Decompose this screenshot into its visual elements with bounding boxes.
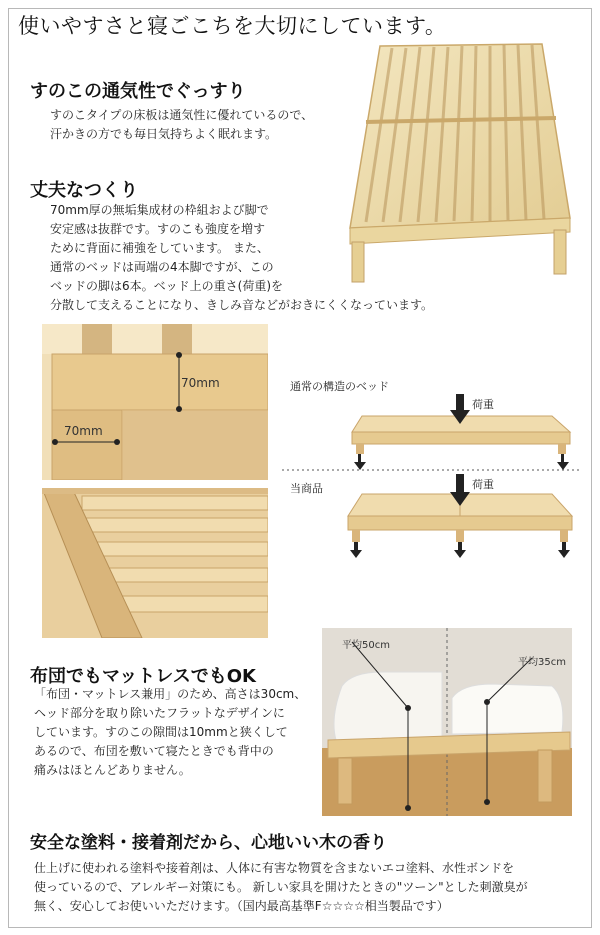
width-70mm-label: 70mm: [64, 424, 103, 438]
avg-50cm-label: 平均50cm: [342, 640, 390, 651]
load-label-normal: 荷重: [472, 398, 494, 411]
corner-detail-photo: [42, 324, 268, 480]
heading-sturdy: 丈夫なつくり: [30, 180, 138, 201]
bed-frame-photo: [342, 38, 580, 288]
text-sturdy: 70mm厚の無垢集成材の枠組および脚で 安定感は抜群です。すのこも強度を増す ために背面に補強をしています。 また、 通常のベッドは両端の4本脚ですが、この ベッドの脚は6本。ベッド上の重さ(荷重)を 分散して支えることになり、きしみ音などがおきにくくなっています。: [50, 203, 434, 312]
text-futon-mattress: 「布団・マットレス兼用」のため、高さは30cm、 ヘッド部分を取り除いたフラットなデザインに しています。すのこの隙間は10mmと狭くして あるので、布団を敷いて寝たときでも背中の 痛みはほとんどありません。: [34, 687, 307, 777]
normal-bed-label: 通常の構造のベッド: [290, 380, 389, 393]
load-structure-diagram: [282, 366, 580, 576]
page-title: 使いやすさと寝ごこちを大切にしています。: [18, 14, 447, 38]
heading-futon-mattress: 布団でもマットレスでもOK: [30, 666, 256, 687]
slats-underside-photo: [42, 488, 268, 638]
text-safe-paint: 仕上げに使われる塗料や接着剤は、人体に有害な物質を含まないエコ塗料、水性ボンドを 使っているので、アレルギー対策にも。 新しい家具を開けたときの"ツーン"とした刺激臭が 無く、安心してお使いいただけます。（国内最高基準F☆☆☆☆相当製品です）: [34, 861, 528, 913]
height-70mm-label: 70mm: [181, 376, 220, 390]
load-label-ours: 荷重: [472, 478, 494, 491]
avg-35cm-label: 平均35cm: [518, 657, 566, 668]
heading-ventilation: すのこの通気性でぐっすり: [30, 81, 246, 102]
our-product-label: 当商品: [290, 482, 323, 495]
heading-safe-paint: 安全な塗料・接着剤だから、心地いい木の香り: [30, 833, 387, 853]
text-ventilation: すのこタイプの床板は通気性に優れているので、 汗かきの方でも毎日気持ちよく眠れます。: [50, 108, 314, 141]
